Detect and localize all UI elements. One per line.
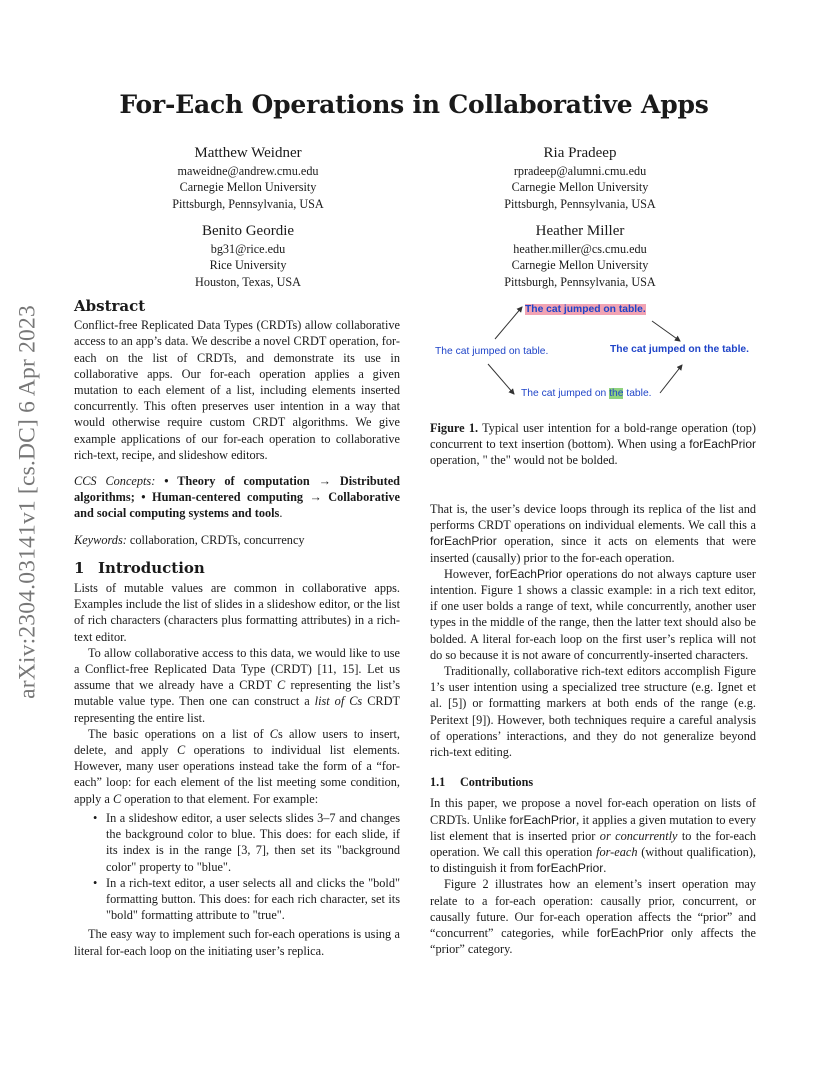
section-heading (74, 560, 400, 576)
left-column (74, 298, 400, 959)
ccs-label: CCS Concepts: (74, 474, 156, 489)
author-affiliation: Carnegie Mellon University (511, 180, 649, 195)
ccs-text: • Theory of computation → Distributed algorithms; • Human-centered computing → Collaborative and social computing systems and tools (74, 474, 400, 521)
code-text: forEachPrior (430, 534, 497, 549)
list-item: • In a rich-text editor, a user selects all and clicks the "bold" formatting button. This does: for each rich character, set its "bold" formatting attribute to "true". (106, 875, 400, 924)
section-number: 1 (74, 558, 85, 577)
body-paragraph (430, 795, 756, 876)
arrow-down-left (488, 364, 514, 394)
figure-bottom-text (521, 388, 652, 399)
abstract-text: Conflict-free Replicated Data Types (CRDTs) allow collaborative access to an app’s data. We describe a novel CRDT operation, for-each on the list of CRDTs, and demonstrate its use in collaborative apps. Our for-each operation applies a given mutation to each element of a list, including elements inserted concurrently. This often preserves user intention in a way that would otherwise require custom CRDT algorithms. We give example applications of our for-each operation to collaborative rich-text, recipe, and slideshow editors. (74, 318, 400, 462)
math-var: C (277, 678, 286, 693)
intro-paragraph: Lists of mutable values are common in collaborative apps. Examples include the list of slides in a slideshow editor, or the list of rich characters (characters plus formatting attributes) in a rich-text editor. (74, 581, 400, 644)
paper-title: For-Each Operations in Collaborative Apps (119, 90, 709, 119)
intro-paragraph (74, 726, 400, 807)
author-name: Heather Miller (535, 223, 625, 239)
keywords-label: Keywords: (74, 532, 127, 547)
code-text: forEachPrior (596, 926, 664, 941)
ccs-end: . (279, 506, 283, 521)
emph-text: for-each (596, 845, 638, 860)
body-paragraph (430, 876, 756, 957)
author-email[interactable]: rpradeep@alumni.cmu.edu (513, 164, 647, 178)
code-text: forEachPrior (689, 437, 756, 452)
emph-text: s (357, 694, 363, 709)
author-email[interactable]: heather.miller@cs.cmu.edu (513, 242, 647, 256)
math-var: C (269, 726, 278, 741)
code-text: forEachPrior (509, 812, 577, 827)
figure-top-text: The cat jumped on table. (525, 304, 646, 315)
intro-paragraph (74, 645, 400, 726)
text-run: , it applies a given mutation to every list element that is inserted prior (430, 812, 756, 843)
text-run: CRDT representing the entire list. (74, 694, 400, 725)
abstract-heading: Abstract (74, 297, 146, 315)
text-run: representing the list’s mutable value type. Then one can construct a (74, 678, 400, 709)
body-paragraph: Traditionally, collaborative rich-text editors accomplish Figure 1’s user intention using a specialized tree structure (e.g. Ignet et al. [5]) or formatting markers at both ends of the range (e.g. Peritext [9]). However, both techniques require a careful analysis of operations’ interactions, and they do not generalize beyond rich-text editing. (430, 664, 756, 760)
text-run: . (603, 861, 607, 876)
author-affiliation: Carnegie Mellon University (179, 180, 317, 195)
body-paragraph (430, 501, 756, 566)
math-var: C (176, 743, 186, 758)
text-run: (without qualification), to distinguish it from (430, 845, 756, 876)
author-name: Matthew Weidner (194, 145, 302, 161)
keywords-text: collaboration, CRDTs, concurrency (129, 532, 305, 547)
math-var: C (112, 791, 122, 806)
arrow-up-right (660, 365, 682, 393)
example-list (74, 810, 400, 923)
text-run: s allow users to insert, delete, and apply (74, 726, 400, 758)
math-var: C (349, 694, 358, 709)
text-run: operation to that element. For example: (121, 791, 319, 806)
figure-left-text: The cat jumped on table. (435, 346, 549, 357)
emph-text: list of (314, 694, 350, 709)
keywords (74, 532, 400, 548)
figure-right-text: The cat jumped on the table. (610, 344, 750, 355)
author-location: Pittsburgh, Pennsylvania, USA (504, 196, 656, 211)
text-run: However, (444, 566, 496, 581)
arrow-up-left (495, 307, 522, 339)
author-block (98, 221, 398, 290)
author-block (430, 143, 730, 212)
author-location: Pittsburgh, Pennsylvania, USA (504, 274, 656, 289)
text-run: operation, " the" would not be bolded. (430, 453, 618, 468)
text-run: table. (623, 388, 652, 399)
intro-paragraph: The easy way to implement such for-each operations is using a literal for-each loop on the initiating user’s replica. (74, 927, 400, 958)
section-title: Introduction (98, 558, 205, 577)
subsection-title: Contributions (460, 775, 534, 790)
author-name: Benito Geordie (201, 223, 295, 239)
text-run: to the for-each operation. We call this operation (430, 828, 756, 860)
author-block (430, 221, 730, 290)
code-text: forEachPrior (495, 566, 563, 581)
text-run: only affects the “prior” category. (430, 926, 756, 957)
caption-label: Figure 1. (430, 421, 479, 435)
ccs-concepts (74, 473, 400, 522)
author-location: Pittsburgh, Pennsylvania, USA (172, 196, 324, 211)
author-affiliation: Rice University (209, 258, 287, 273)
arxiv-sidebar (8, 292, 48, 712)
inserted-text: the (609, 388, 624, 399)
author-location: Houston, Texas, USA (195, 274, 301, 289)
text-run: Figure 2 illustrates how an element’s insert operation may relate to a for-each operation: causally prior, concurrent, or causally future. Our for-each operation affects the “prior” and “concurrent” categories, while (430, 877, 756, 941)
text-run: The basic operations on a list of (88, 726, 270, 741)
text-run: Typical user intention for a bold-range operation (top) concurrent to text insertion (bottom). When using a (430, 421, 756, 452)
text-run: In this paper, we propose a novel for-each operation on lists of CRDTs. Unlike (430, 796, 756, 827)
author-email[interactable]: bg31@rice.edu (210, 242, 286, 256)
author-name: Ria Pradeep (543, 145, 617, 161)
author-email[interactable]: maweidne@andrew.cmu.edu (177, 164, 319, 178)
right-column (430, 501, 756, 957)
arrow-down-right (652, 321, 680, 341)
list-item: • In a slideshow editor, a user selects slides 3–7 and changes the background color to blue. This does: for each slide, if its index is in the range [3, 7], then set its "background color" property to "blue". (106, 810, 400, 875)
body-paragraph (430, 566, 756, 663)
text-run: That is, the user’s device loops through its replica of the list and performs CRDT operations on individual elements. We call this a (430, 502, 756, 533)
text-run: To allow collaborative access to this data, we would like to use a Conflict-free Replicated Data Type (CRDT) [11, 15]. Let us assume that we already have a CRDT (74, 645, 400, 693)
author-block (98, 143, 398, 212)
subsection-number: 1.1 (430, 775, 446, 790)
arxiv-identifier: arXiv:2304.03141v1 [cs.DC] 6 Apr 2023 (14, 305, 41, 699)
text-run: operation, since it acts on elements that were inserted (causally) prior to the for-each operation. (430, 534, 756, 565)
code-text: forEachPrior (536, 861, 604, 876)
author-affiliation: Carnegie Mellon University (511, 258, 649, 273)
figure-1 (430, 297, 758, 409)
subsection-heading (430, 774, 756, 790)
text-run: operations do not always capture user intention. Figure 1 shows a classic example: in a rich text editor, if one user bolds a range of text, while concurrently, another user types in the middle of the range, then the latter text should also be bolded. A literal for-each loop on the first user’s replica will not do so because it is not aware of concurrently-inserted characters. (430, 566, 756, 662)
text-run: The cat jumped on (521, 388, 610, 399)
text-run: operations to individual list elements. However, many user operations instead take the form of a “for-each” loop: for each element of the list meeting some condition, apply a (74, 743, 400, 806)
emph-text: or concurrently (599, 828, 678, 843)
figure-caption (430, 420, 756, 469)
